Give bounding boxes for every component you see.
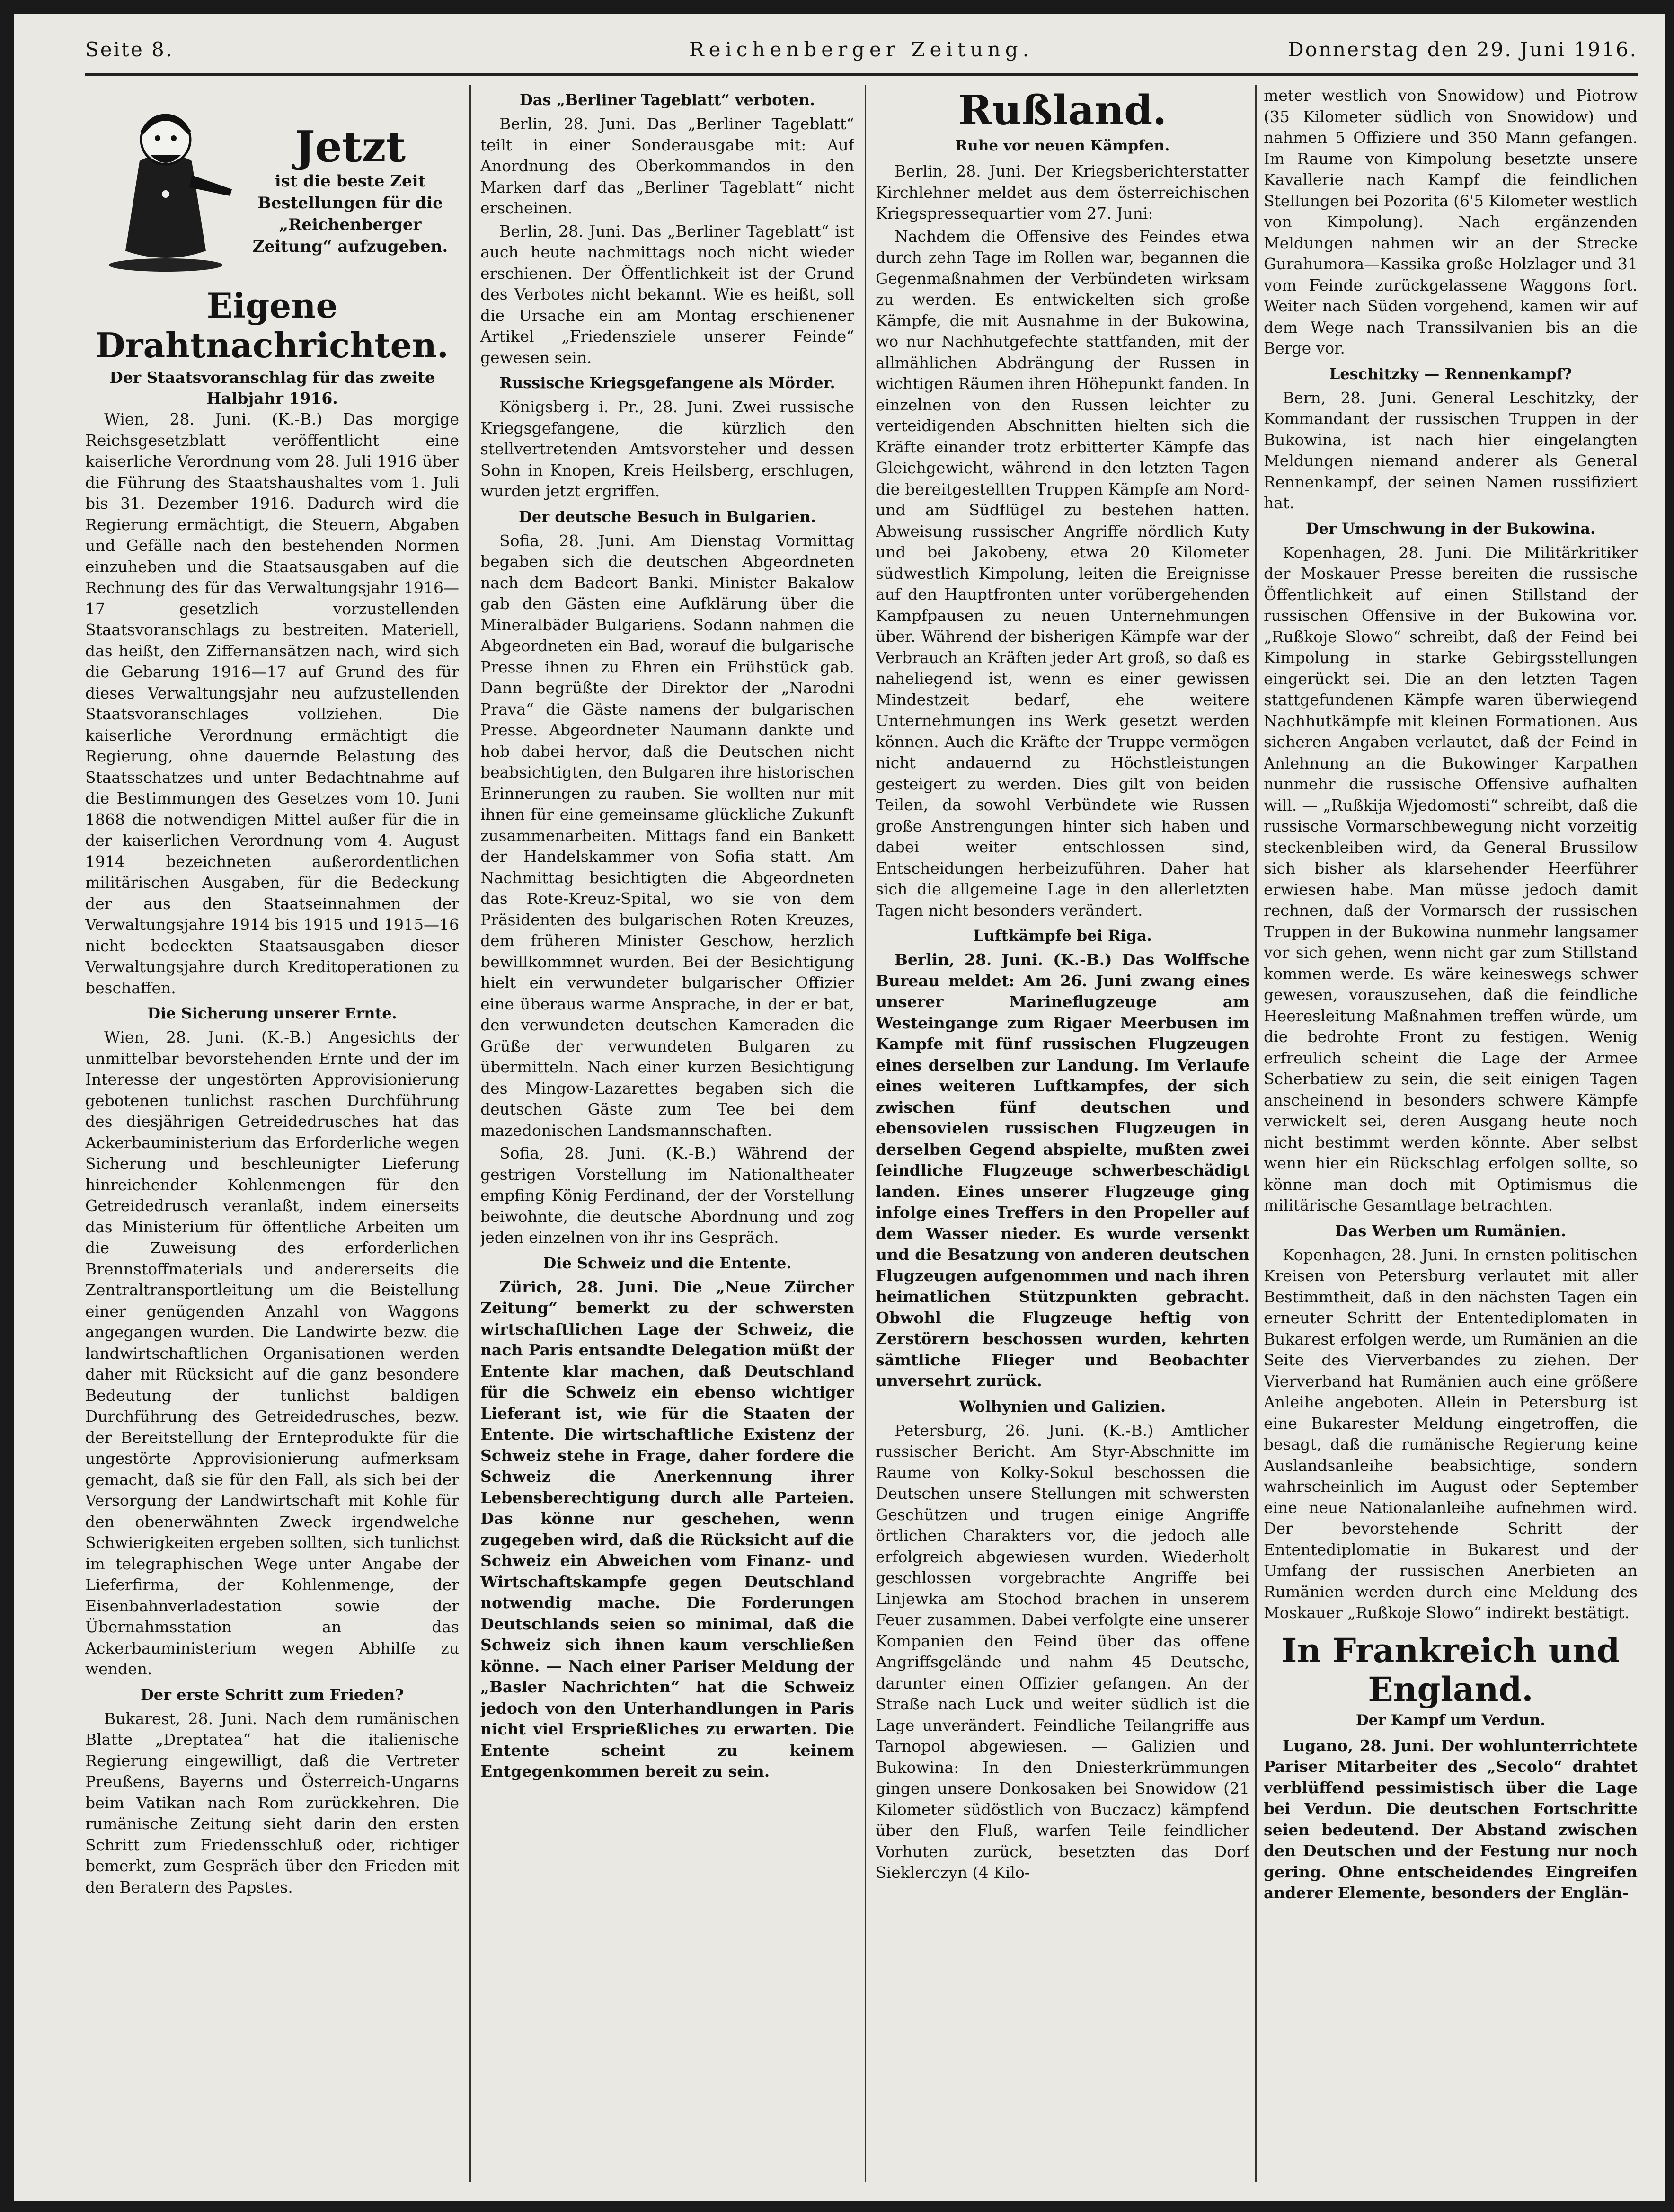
article-heading: Russische Kriegsgefangene als Mörder. xyxy=(499,374,835,392)
article-paragraph: Wien, 28. Juni. (K.-B.) Angesichts der unmittelbar bevorstehenden Ernte und der im Interesse der ungestörten Approvisionierung gebotenen tunlichst raschen Durchführung des diesjährigen Getreidedrusches hat das Ackerbauministerium das Erforderliche wegen Sicherung und beschleunigter Lieferung hinreichender Kohlenmengen für den Getreidedrusch veranlaßt, indem einerseits das Ministerium für öffentliche Arbeiten um die Zuweisung des erforderlichen Brennstoffmaterials und andererseits die Zentraltransportleitung um die Beistellung einer genügenden Anzahl von Waggons angegangen wurden. Die Landwirte bezw. die landwirtschaftlichen Organisationen werden daher mit Rücksicht auf die ganz besondere Bedeutung der tunlichst baldigen Durchführung des Getreidedrusches, bezw. der Bereitstellung der Ernteprodukte für die ungestörte Approvisionierung aufmerksam gemacht, daß sie für den Fall, als sich bei der Versorgung der Landwirtschaft mit Kohle für den obenerwähnten Zweck irgendwelche Schwierigkeiten ergeben sollten, sich tunlichst im telegraphischen Wege unter Angabe der Lieferfirma, der Kohlenmenge, der Eisenbahnverladestation sowie der Übernahmsstation an das Ackerbauministerium wegen Abhilfe zu wenden. xyxy=(85,1028,459,1678)
article-heading: Luftkämpfe bei Riga. xyxy=(973,927,1152,945)
article-heading: Ruhe vor neuen Kämpfen. xyxy=(955,137,1170,154)
article-paragraph: Sofia, 28. Juni. Am Dienstag Vormittag begaben sich die deutschen Abgeordneten nach dem Badeort Banki. Minister Bakalow gab den Gästen eine Aufklärung über die Mineralbäder Bulgariens. Sodann nahmen die Abgeordneten ein Bad, worauf die bulgarische Presse ihnen zu Ehren ein Frühstück gab. Dann begrüßte der Direktor der „Narodni Prava“ die Gäste namens der bulgarischen Presse. Abgeordneter Naumann dankte und hob dabei hervor, daß die Deutschen nicht beabsichtigten, den Bulgaren ihre historischen Erinnerungen zu rauben. Sie wollten nur mit ihnen für eine gemeinsame glückliche Zukunft zusammenarbeiten. Mittags fand ein Bankett der Handelskammer von Sofia statt. Am Nachmittag besichtigten die Abgeordneten das Rote-Kreuz-Spital, wo sie von dem Präsidenten des bulgarischen Roten Kreuzes, dem früheren Minister Geschow, herzlich bewillkommnet wurden. Bei der Besichtigung hielt ein verwundeter bulgarischer Offizier eine überaus warme Ansprache, in der er bat, den verwundeten deutschen Kameraden die Grüße der verwundeten Bulgaren zu übermitteln. Nach einer kurzen Besichtigung des Mingow-Lazarettes begaben sich die deutschen Gäste zum Tee bei dem mazedonischen Landsmannschaften. xyxy=(480,531,854,1140)
article-paragraph: Bukarest, 28. Juni. Nach dem rumänischen Blatte „Dreptatea“ hat die italienische Regierung eingewilligt, daß die Vertreter Preußens, Bayerns und Österreich-Ungarns beim Vatikan nach Rom zurückkehren. Die rumänische Zeitung sieht darin den ersten Schritt zum Friedensschluß oder, richtiger bemerkt, zum Gespräch über den Frieden mit den Beratern des Papstes. xyxy=(85,1709,459,1896)
masthead-rule xyxy=(85,73,1638,76)
article-heading: Leschitzky — Rennenkampf? xyxy=(1329,364,1572,383)
article-heading: Das Werben um Rumänien. xyxy=(1335,1221,1567,1240)
page-number: Seite 8. xyxy=(85,38,174,61)
article-paragraph: Sofia, 28. Juni. (K.-B.) Während der gestrigen Vorstellung im Nationaltheater empfing König Ferdinand, der der Vorstellung beiwohnte, die deutsche Abordnung und zog jeden einzelnen von ihr ins Gespräch. xyxy=(480,1144,854,1247)
issue-date: Donnerstag den 29. Juni 1916. xyxy=(1288,38,1638,61)
section-title: Eigene Drahtnachrichten. xyxy=(96,285,449,365)
newspaper-page xyxy=(14,14,1665,2201)
article-heading: Die Schweiz und die Entente. xyxy=(543,1254,792,1272)
article-paragraph: Wien, 28. Juni. (K.-B.) Das morgige Reichsgesetzblatt veröffentlicht eine kaiserliche Verordnung vom 28. Juli 1916 über die Führung des Staatshaushaltes vom 1. Juli bis 31. Dezember 1916. Dadurch wird die Regierung ermächtigt, die Steuern, Abgaben und Gefälle nach den bestehenden Normen einzuheben und die Staatsausgaben auf die Rechnung des für das Verwaltungsjahr 1916—17 gesetzlich vorzustellenden Staatsvoranschlags zu bestreiten. Materiell, das heißt, den Ziffernansätzen nach, wird sich die Gebarung 1916—17 auf Grund des für dieses Verwaltungsjahr neu aufzustellenden Staatsvoranschlages vollziehen. Die kaiserliche Verordnung ermächtigt die Regierung, ohne dauernde Belastung des Staatsschatzes und unter Bedachtnahme auf die Bestimmungen des Gesetzes vom 10. Juni 1868 die notwendigen Mittel außer für die in der kaiserlichen Verordnung vom 4. August 1914 bezeichneten außerordentlichen militärischen Ausgaben, für die Bedeckung der aus den Staatseinnahmen der Verwaltungsjahre 1914 bis 1915 und 1915—16 nicht bedeckten Staatsausgaben dieser Verwaltungsjahre durch Kreditoperationen zu beschaffen. xyxy=(85,410,459,997)
article-heading: Wolhynien und Galizien. xyxy=(959,1397,1166,1416)
ad-text-block xyxy=(241,123,459,257)
ad-headline: Jetzt xyxy=(294,122,406,172)
column-3 xyxy=(876,85,1249,2182)
article-heading: Die Sicherung unserer Ernte. xyxy=(147,1004,397,1022)
pointing-man-illustration xyxy=(95,95,237,274)
section-title: Rußland. xyxy=(958,87,1167,134)
article-paragraph: Kopenhagen, 28. Juni. Die Militärkritiker der Moskauer Presse bereiten die russische Öffentlichkeit auf einen Stillstand der russischen Offensive in der Bukowina vor. „Rußkoje Slowo“ schreibt, daß der Feind bei Kimpolung in starke Gebirgsstellungen eingerückt sei. Die an den letzten Tagen stattgefundenen Kämpfe waren überwiegend Nachhutkämpfe mit kleinen Formationen. Aus sicheren Angaben verlautet, daß der Feind in Anlehnung an die Bukowinger Karpathen nunmehr die russische Offensive aufhalten will. — „Rußkija Wjedomosti“ schreibt, daß die russische Vormarschbewegung nicht vorzeitig steckenbleiben wird, da General Brussilow sich bisher als klarsehender Heerführer erwiesen habe. Man müsse jedoch damit rechnen, daß der Vormarsch der russischen Truppen in der Bukowina nunmehr langsamer vor sich gehen, wenn nicht gar zum Stillstand kommen werde. Es wäre keineswegs schwer gewesen, vorauszusehen, daß die feindliche Heeresleitung Maßnahmen treffen würde, um die bedrohte Front zu festigen. Wenig erfreulich scheint die Lage der Armee Scherbatiew zu sein, die seit einigen Tagen anscheinend in besonders schwere Kämpfe verwickelt sei, deren Ausgang heute noch nicht bestimmt werden könnte. Aber selbst wenn hier ein Rückschlag erfolgen sollte, so könne man doch mit Optimismus die militärische Gesamtlage betrachten. xyxy=(1264,543,1638,1214)
article-paragraph: Nachdem die Offensive des Feindes etwa durch zehn Tage im Rollen war, begannen die Gegenmaßnahmen der Verbündeten wirksam zu werden. Es entwickelten sich große Kämpfe, die mit Ausnahme in der Bukowina, wo nur Nachhutgefechte stattfanden, mit der allmählichen Abdrängung der Russen in wichtigen Räumen ihren Höhepunkt fanden. In einzelnen von den Russen leichter zu verteidigenden Abschnitten hielten sich die Kräfte einander trotz erbitterter Kämpfe das Gleichgewicht, während in den letzten Tagen die bereitgestellten Truppen Kämpfe am Nord- und am Südflügel zu bestehen hatten. Abweisung russischer Angriffe nördlich Kuty und bei Jakobeny, etwa 20 Kilometer südwestlich Kimpolung, leiten die Ereignisse auf den Hauptfronten unter vorübergehenden Kampfpausen zu neuen Unternehmungen über. Während der bisherigen Kämpfe war der Verbrauch an Kräften jeder Art groß, so daß es naheliegend ist, wenn es einer gewissen Mindestzeit bedarf, ehe weitere Unternehmungen ins Werk gesetzt werden können. Auch die Kräfte der Truppe vermögen nicht andauernd zu Höchstleistungen gesteigert zu werden. Dies gilt von beiden Teilen, da sowohl Verbündete wie Russen große Anstrengungen hinter sich haben und dabei weiter entschlossen sind, Entscheidungen herbeizuführen. Daher hat sich die allgemeine Lage in den allerletzten Tagen nicht besonders verändert. xyxy=(876,227,1249,920)
column-1 xyxy=(85,85,459,2182)
column-2 xyxy=(480,85,854,2182)
article-heading: Das „Berliner Tageblatt“ verboten. xyxy=(520,91,815,109)
subscription-advertisement xyxy=(85,85,459,284)
article-paragraph: Berlin, 28. Juni. Das „Berliner Tageblatt“ ist auch heute nachmittags noch nicht wieder erschienen. Der Öffentlichkeit ist der Grund des Verbotes nicht bekannt. Wie es heißt, soll die Ursache ein am Montag erschienener Artikel „Friedensziele unserer Feinde“ gewesen sein. xyxy=(480,221,854,367)
ad-body: ist die beste Zeit Bestellungen für die „Reichenberger Zeitung“ aufzugeben. xyxy=(252,172,448,256)
article-heading: Der Kampf um Verdun. xyxy=(1355,1711,1546,1729)
article-paragraph: Berlin, 28. Juni. (K.-B.) Das Wolffsche Bureau meldet: Am 26. Juni zwang eines unserer Marineflugzeuge am Westeingange zum Rigaer Meerbusen im Kampfe mit fünf russischen Flugzeugen eines derselben zur Landung. Im Verlaufe eines weiteren Luftkampfes, der sich zwischen fünf deutschen und ebensovielen russischen Flugzeugen in derselben Gegend abspielte, mußten zwei feindliche Flugzeuge schwerbeschädigt landen. Eines unserer Flugzeuge ging infolge eines Treffers in den Propeller auf dem Wasser nieder. Es wurde versenkt und die Besatzung von anderen deutschen Flugzeugen aufgenommen und nach ihren heimatlichen Stützpunkten gebracht. Obwohl die Flugzeuge heftig von Zerstörern beschossen wurden, kehrten sämtliche Flieger und Beobachter unversehrt zurück. xyxy=(876,950,1249,1390)
masthead xyxy=(85,33,1638,71)
article-paragraph: Zürich, 28. Juni. Die „Neue Zürcher Zeitung“ bemerkt zu der schwersten wirtschaftlichen Lage der Schweiz, die nach Paris entsandte Delegation müßt der Entente klar machen, daß Deutschland für die Schweiz ein ebenso wichtiger Lieferant ist, wie für die Staaten der Entente. Die wirtschaftliche Existenz der Schweiz stehe in Frage, daher fordere die Schweiz die Anerkennung ihrer Lebensberechtigung durch alle Parteien. Das könne nur geschehen, wenn zugegeben wird, daß die Rücksicht auf die Schweiz ein Abweichen vom Finanz- und Wirtschaftskampfe gegen Deutschland notwendig mache. Die Forderungen Deutschlands seien so minimal, daß die Schweiz sich ihnen kaum verschließen könne. — Nach einer Pariser Meldung der „Basler Nachrichten“ hat die Schweiz jedoch von den Unterhandlungen in Paris nicht viel Ersprießliches zu erwarten. Die Entente scheint zu keinem Entgegenkommen bereit zu sein. xyxy=(480,1277,854,1780)
article-heading: Der Staatsvoranschlag für das zweite Halbjahr 1916. xyxy=(109,368,435,407)
article-paragraph: Berlin, 28. Juni. Das „Berliner Tageblatt“ teilt in einer Sonderausgabe mit: Auf Anordnung des Oberkommandos in den Marken darf das „Berliner Tageblatt“ nicht erscheinen. xyxy=(480,115,854,217)
section-title: In Frankreich und England. xyxy=(1281,1630,1620,1709)
column-4 xyxy=(1264,85,1638,2182)
article-paragraph: Königsberg i. Pr., 28. Juni. Zwei russische Kriegsgefangene, die kürzlich den stellvertretenden Amtsvorsteher und dessen Sohn in Knopen, Kreis Heilsberg, erschlugen, wurden jetzt ergriffen. xyxy=(480,398,854,500)
column-divider xyxy=(469,85,471,2182)
article-paragraph: Lugano, 28. Juni. Der wohlunterrichtete Pariser Mitarbeiter des „Secolo“ drahtet verblüffend pessimistisch über die Lage bei Verdun. Die deutschen Fortschritte seien bedeutend. Der Abstand zwischen den Deutschen und der Festung nur noch gering. Ohne entscheidendes Eingreifen anderer Elemente, besonders der Englän- xyxy=(1264,1736,1638,1902)
column-divider xyxy=(865,85,866,2182)
article-heading: Der Umschwung in der Bukowina. xyxy=(1305,519,1596,538)
article-paragraph: Bern, 28. Juni. General Leschitzky, der Kommandant der russischen Truppen in der Bukowina, ist nach hier eingelangten Meldungen niemand anderer als General Rennenkampf, der seinen Namen russifiziert hat. xyxy=(1264,388,1638,512)
article-paragraph: Berlin, 28. Juni. Der Kriegsberichterstatter Kirchlehner meldet aus dem österreichischen Kriegspressequartier vom 27. Juni: xyxy=(876,162,1249,222)
article-paragraph: Petersburg, 26. Juni. (K.-B.) Amtlicher russischer Bericht. Am Styr-Abschnitte im Raume von Kolky-Sokul beschossen die Deutschen unsere Stellungen mit schwersten Geschützen und trugen einige Angriffe örtlichen Charakters vor, die jedoch alle erfolgreich abgewiesen wurden. Wiederholt geschlossen vorgebrachte Angriffe bei Linjewka am Stochod brachen in unserem Feuer zusammen. Dabei verfolgte eine unserer Kompanien den Feind über das offene Angriffsgelände und nahm 45 Deutsche, darunter einen Offizier gefangen. An der Straße nach Luck und weiter südlich ist die Lage unverändert. Feindliche Teilangriffe aus Tarnopol abgewiesen. — Galizien und Bukowina: In den Dniesterkrümmungen gingen unsere Donkosaken bei Snowidow (21 Kilometer südöstlich von Buczacz) kämpfend über den Fluß, warfen Teile feindlicher Vorhuten zurück, besetzten das Dorf Sieklerczyn (4 Kilo- xyxy=(876,1421,1249,1882)
newspaper-title: Reichenberger Zeitung. xyxy=(689,38,1034,61)
article-heading: Der erste Schritt zum Frieden? xyxy=(141,1685,404,1704)
article-paragraph: meter westlich von Snowidow) und Piotrow (35 Kilometer südlich von Snowidow) und nahmen 5 Offiziere und 350 Mann gefangen. Im Raume von Kimpolung besetzte unsere Kavallerie nach Kampf die feindlichen Stellungen bei Pozorita (6'5 Kilometer westlich von Kimpolung). Nach ergänzenden Meldungen nahmen wir an der Strecke Gurahumora—Kassika große Holzlager und 31 vom Feinde zurückgelassene Waggons fort. Weiter nach Süden vorgehend, kamen wir auf dem Wege nach Transsilvanien bis an die Berge vor. xyxy=(1264,86,1638,357)
article-heading: Der deutsche Besuch in Bulgarien. xyxy=(519,507,816,526)
article-paragraph: Kopenhagen, 28. Juni. In ernsten politischen Kreisen von Petersburg verlautet mit aller Bestimmtheit, daß in den nächsten Tagen ein erneuter Schritt der Ententediplomaten in Bukarest erfolgen werde, um Rumänien an die Seite des Vierverbandes zu ziehen. Der Vierverband hat Rumänien auch eine größere Anleihe angeboten. Allein in Petersburg ist eine Bukarester Meldung eingetroffen, die besagt, daß die rumänische Regierung keine Auslandsanleihe beabsichtige, sondern wahrscheinlich im August oder September eine neue Nationalanleihe aufnehmen wird. Der bevorstehende Schritt der Ententediplomatie in Bukarest und der Umfang der russischen Anerbieten an Rumänien werden durch eine Meldung des Moskauer „Rußkoje Slowo“ indirekt bestätigt. xyxy=(1264,1245,1638,1622)
column-divider xyxy=(1255,85,1257,2182)
